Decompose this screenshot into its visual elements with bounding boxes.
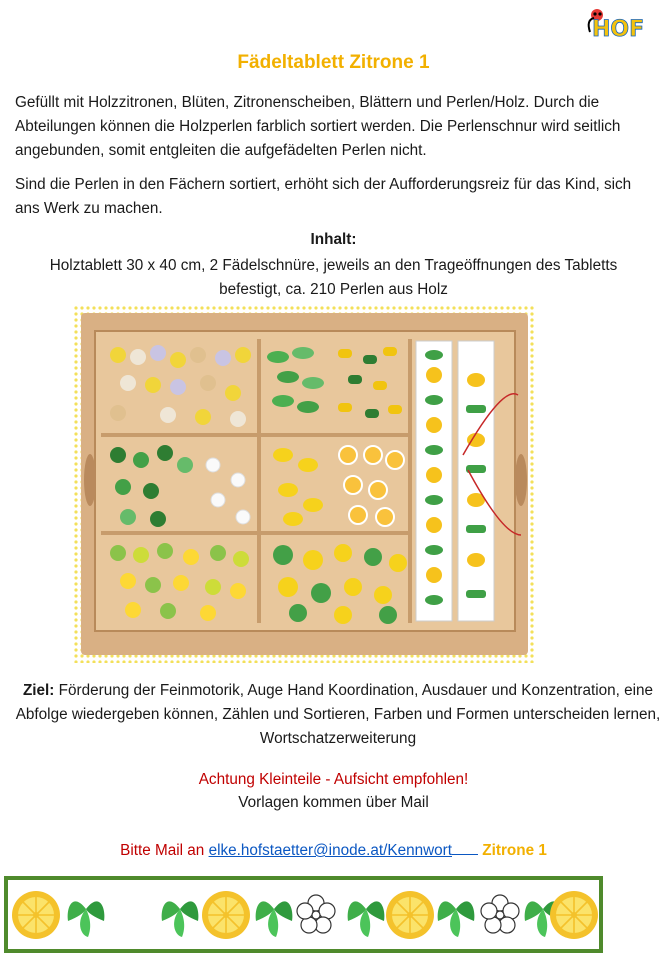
- goal-label: Ziel:: [22, 682, 55, 699]
- mail-prefix: Bitte Mail an: [120, 842, 209, 859]
- mail-keyword: Zitrone 1: [482, 842, 547, 859]
- lemon-slice-icon: [12, 891, 60, 939]
- leaf-icon: [68, 901, 105, 937]
- hof-logo: [584, 2, 660, 42]
- leaf-icon: [438, 901, 475, 937]
- contents-heading: Inhalt:: [310, 231, 357, 248]
- warning-text: Achtung Kleinteile - Aufsicht empfohlen!: [198, 771, 469, 788]
- mail-link[interactable]: elke.hofstaetter@inode.at/Kennwort: [208, 842, 452, 859]
- intro-paragraph-2: Sind die Perlen in den Fächern sortiert, erhöht sich der Aufforderungsreiz für das Kind, sich ans Werk zu machen.: [15, 176, 632, 217]
- goal-text: [14, 679, 662, 751]
- contents-text: Holztablett 30 x 40 cm, 2 Fädelschnüre, jeweils an den Trageöffnungen des Tabletts befestigt, ca. 210 Perlen aus Holz: [49, 257, 618, 298]
- goal-description: Förderung der Feinmotorik, Auge Hand Koordination, Ausdauer und Konzentration, eine Abfolge wiedergeben können, Zählen und Sortieren, Farben und Formen unterscheiden lernen, Wortschatzerweiterung: [15, 682, 661, 747]
- mail-line: [0, 842, 667, 860]
- flower-icon: [297, 895, 335, 933]
- mail-underline-gap: [452, 842, 478, 855]
- threading-tray-photo: [73, 305, 536, 663]
- lemon-slice-icon: [386, 891, 434, 939]
- intro-paragraph-1: Gefüllt mit Holzzitronen, Blüten, Zitronenscheiben, Blättern und Perlen/Holz. Durch die Abteilungen können die Holzperlen farblich sortiert werden. Die Perlenschnur wird seitlich angebunden, somit entgleiten die aufgefädelten Perlen nicht.: [15, 94, 621, 159]
- templates-note: Vorlagen kommen über Mail: [238, 794, 429, 811]
- lemon-slice-icon: [202, 891, 250, 939]
- leaf-icon: [162, 901, 199, 937]
- lemon-slice-icon: [550, 891, 598, 939]
- flower-icon: [481, 895, 519, 933]
- leaf-icon: [348, 901, 385, 937]
- page-title: Fädeltablett Zitrone 1: [237, 52, 430, 73]
- leaf-icon: [256, 901, 293, 937]
- decorative-border: [4, 876, 603, 953]
- logo-text: HOF: [592, 17, 645, 42]
- border-decoration: [8, 880, 599, 949]
